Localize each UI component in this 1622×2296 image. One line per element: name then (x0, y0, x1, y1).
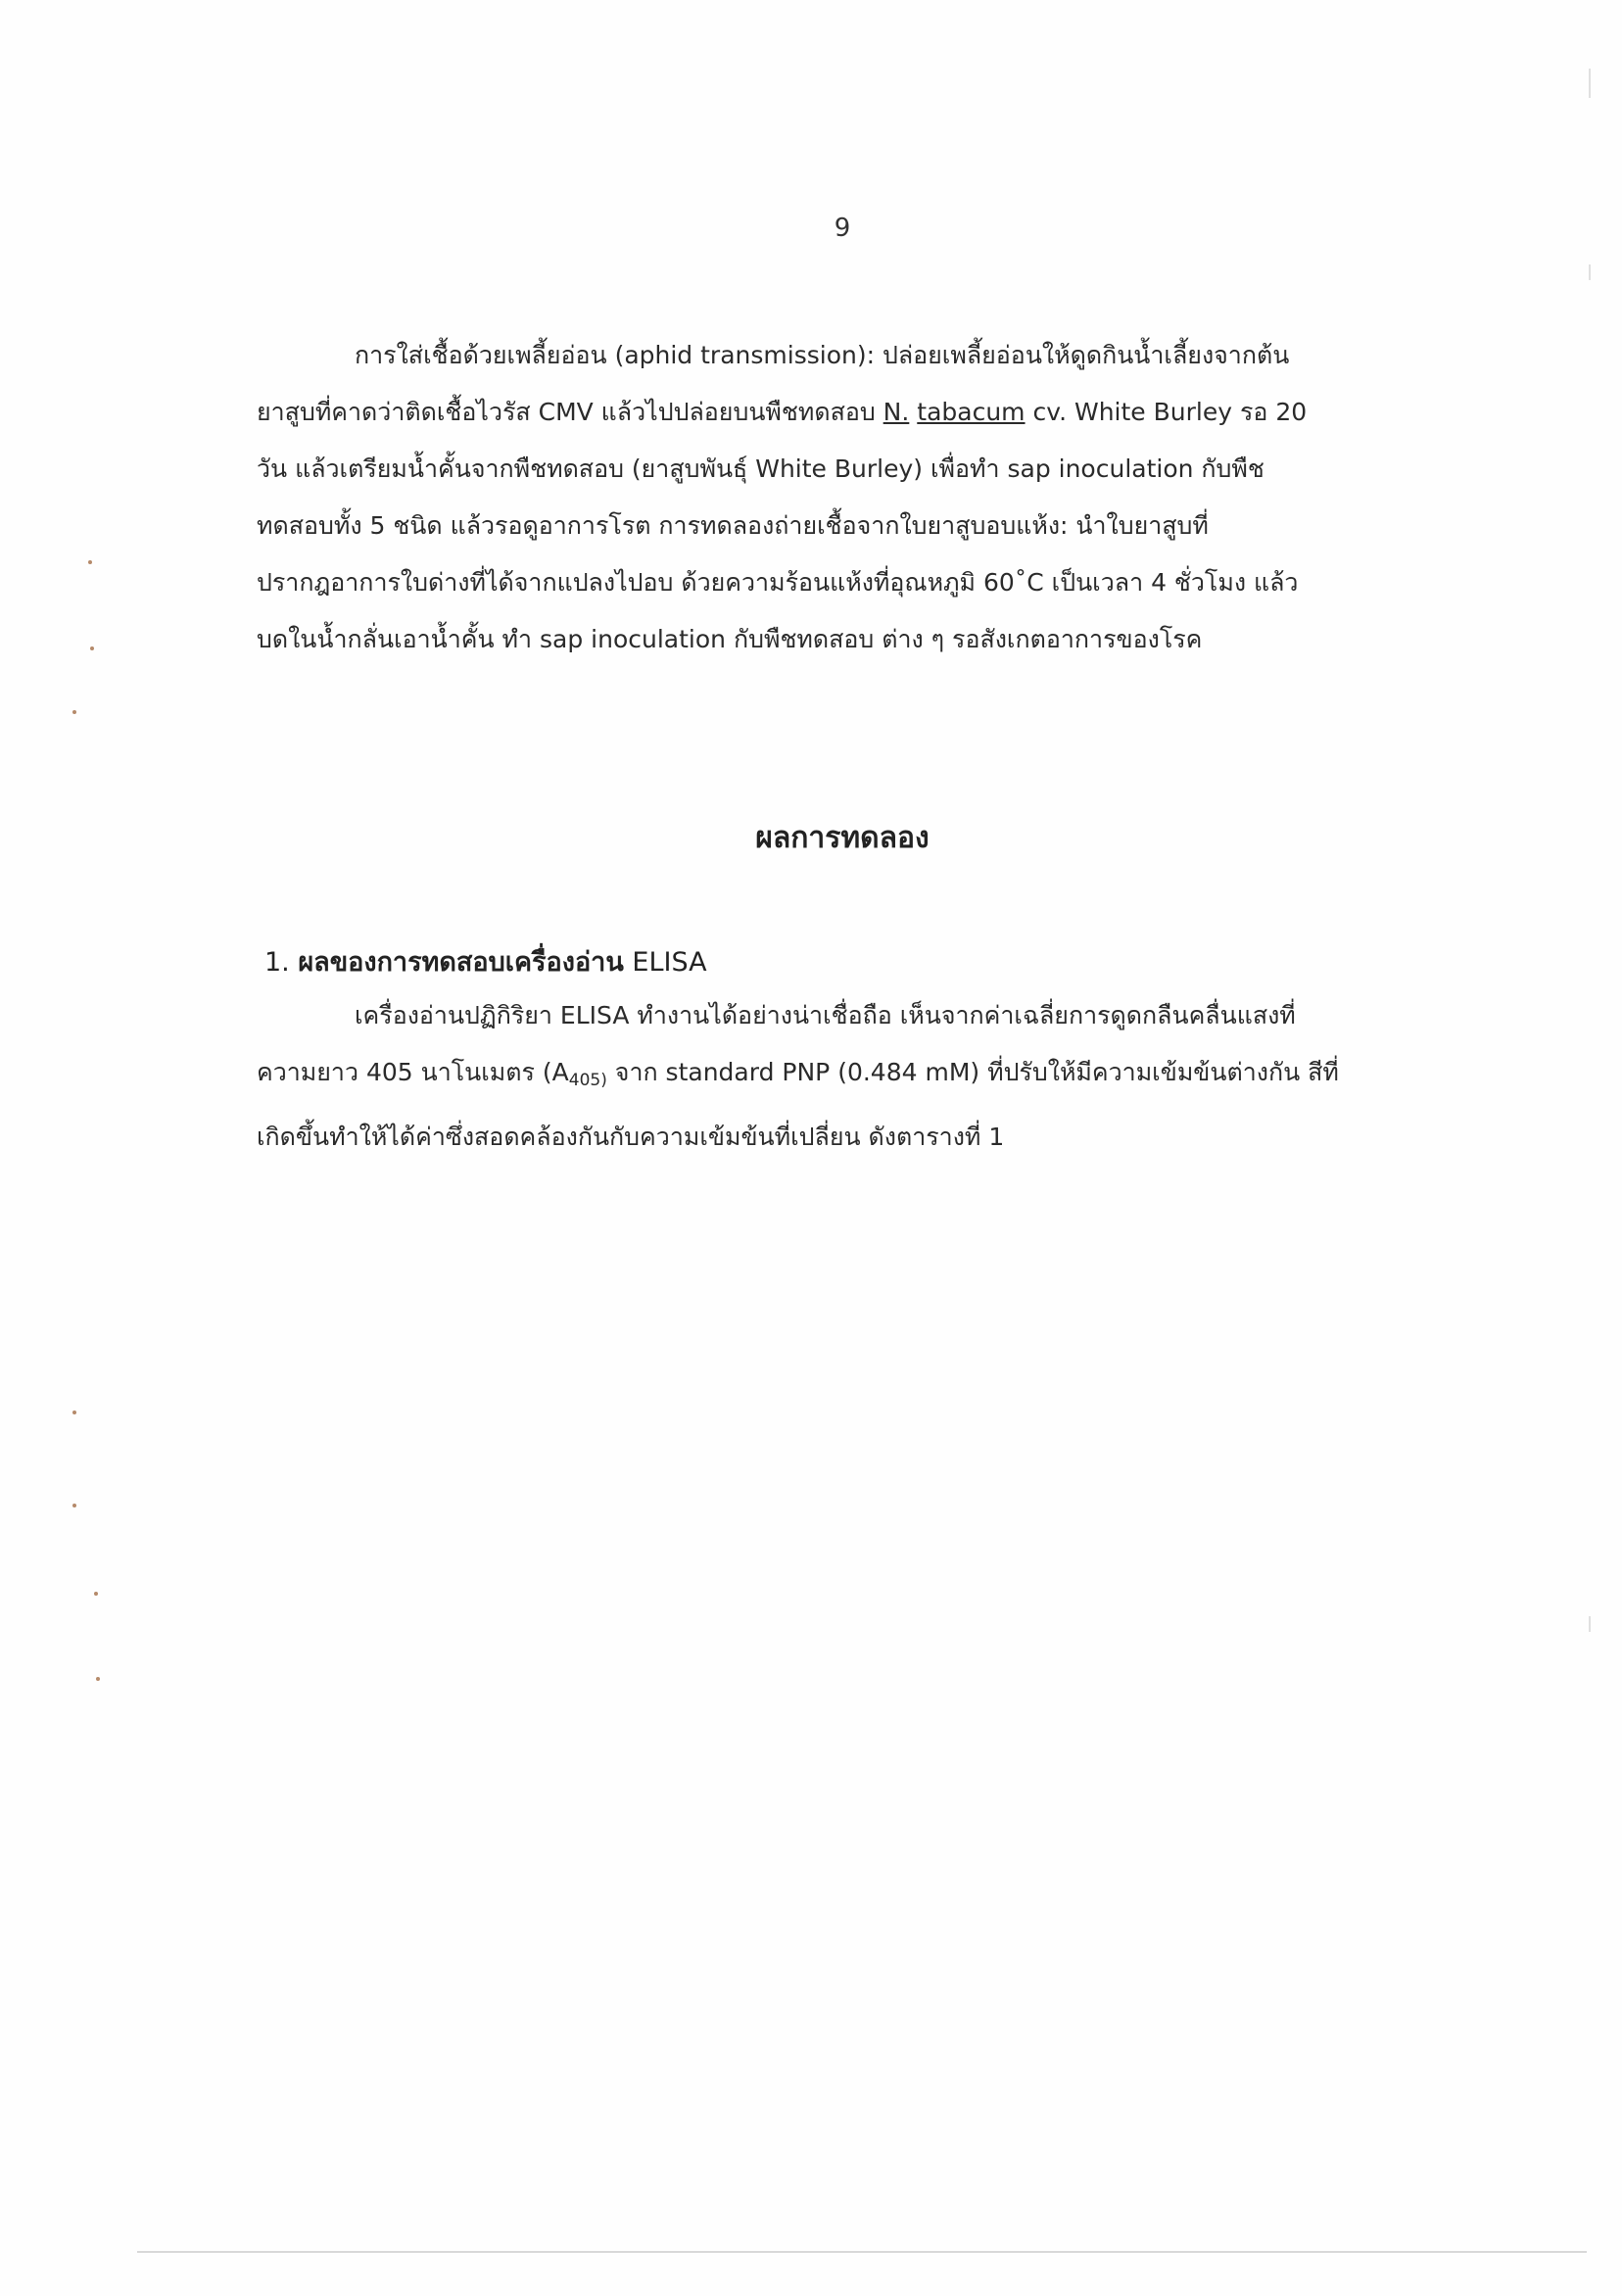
page-number: 9 (834, 214, 851, 243)
absorbance-subscript: 405) (568, 1071, 607, 1090)
scan-edge-mark (1589, 69, 1591, 98)
methods-line-6: บดในน้ำกลั่นเอาน้ำคั้น ทำ sap inoculation กับพืชทดสอบ ต่าง ๆ รอสังเกตอาการของโรค (257, 625, 1203, 653)
methods-paragraph (257, 327, 1432, 668)
methods-line-2-tail: cv. White Burley รอ 20 (1032, 398, 1308, 426)
methods-line-3: วัน แล้วเตรียมน้ำคั้นจากพืชทดสอบ (ยาสูบพันธุ์ White Burley) เพื่อทำ sap inoculation กับพืช (257, 454, 1264, 483)
subheading-number: 1. (264, 947, 290, 978)
methods-line-5: ปรากฎอาการใบด่างที่ได้จากแปลงไปอบ ด้วยความร้อนแห้งที่อุณหภูมิ 60˚C เป็นเวลา 4 ชั่วโมง แล้ว (257, 568, 1299, 597)
scan-edge-mark (1589, 264, 1591, 280)
results-line-3: เกิดขึ้นทำให้ได้ค่าซึ่งสอดคล้องกันกับความเข้มข้นที่เปลี่ยน ดังตารางที่ 1 (257, 1123, 1005, 1151)
results-subheading (264, 940, 707, 982)
results-line-1: เครื่องอ่านปฏิกิริยา ELISA ทำงานได้อย่างน่าเชื่อถือ เห็นจากค่าเฉลี่ยการดูดกลืนคลื่นแสงที่ (355, 1001, 1296, 1029)
scan-speck (72, 1504, 76, 1507)
methods-line-2-text: ยาสูบที่คาดว่าติดเชื้อไวรัส CMV แล้วไปปล่อยบนพืชทดสอบ (257, 398, 876, 426)
species-genus: N. (883, 398, 910, 426)
subheading-title-tail: ELISA (632, 947, 707, 978)
subheading-title: ผลของการทดสอบเครื่องอ่าน (298, 947, 624, 978)
species-epithet: tabacum (917, 398, 1026, 426)
scan-speck (72, 710, 76, 714)
scan-edge-mark (1589, 1616, 1591, 1632)
scan-speck (96, 1677, 100, 1681)
results-paragraph (257, 987, 1432, 1166)
results-line-2-b: จาก standard PNP (0.484 mM) ที่ปรับให้มีความเข้มข้นต่างกัน สีที่ (606, 1058, 1339, 1086)
scan-speck (88, 560, 92, 564)
methods-line-1: การใส่เชื้อด้วยเพลี้ยอ่อน (aphid transmission): ปล่อยเพลี้ยอ่อนให้ดูดกินน้ำเลี้ยงจากต้น (355, 341, 1290, 369)
scan-speck (90, 646, 94, 650)
results-heading: ผลการทดลอง (755, 821, 930, 855)
scan-speck (94, 1592, 98, 1596)
methods-line-4: ทดสอบทั้ง 5 ชนิด แล้วรอดูอาการโรต การทดลองถ่ายเชื้อจากใบยาสูบอบแห้ง: นำใบยาสูบที่ (257, 511, 1209, 540)
results-line-2-a: ความยาว 405 นาโนเมตร (A (257, 1058, 569, 1086)
scan-speck (72, 1411, 76, 1414)
methods-line-2 (257, 384, 1432, 441)
results-line-2 (257, 1044, 1432, 1109)
page-bottom-edge (137, 2251, 1587, 2253)
